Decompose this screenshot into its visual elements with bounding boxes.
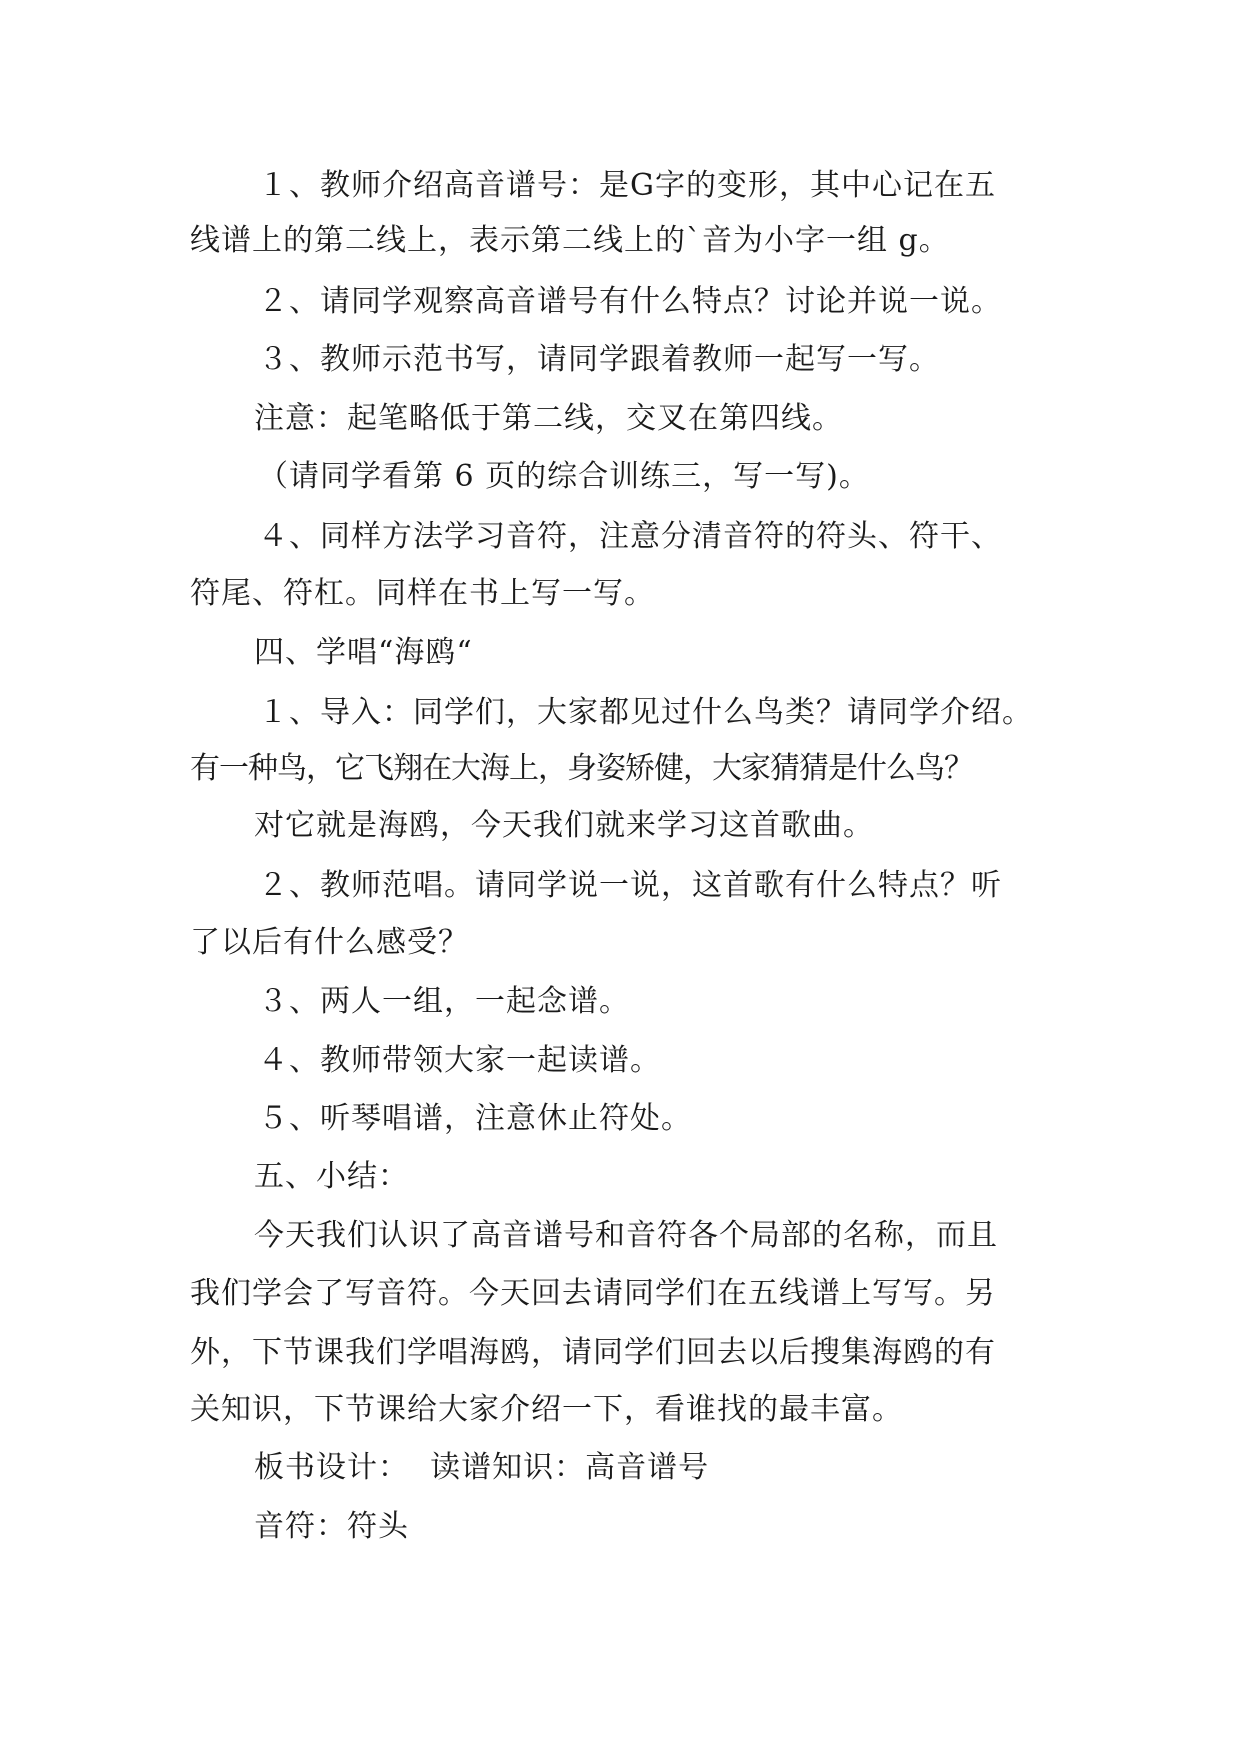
text-line-15: ３、两人一组，一起念谱。 — [258, 984, 630, 1019]
text-line-4: ３、教师示范书写，请同学跟着教师一起写一写。 — [258, 342, 940, 377]
text-line-19: 今天我们认识了高音谱号和音符各个局部的名称，而且 — [254, 1218, 998, 1253]
text-line-10: １、导入：同学们，大家都见过什么鸟类？请同学介绍。 — [258, 695, 1033, 730]
text-line-5: 注意：起笔略低于第二线，交叉在第四线。 — [254, 401, 843, 436]
text-line-18: 五、小结： — [254, 1159, 409, 1194]
text-line-11: 有一种鸟，它飞翔在大海上，身姿矫健，大家猜猜是什么鸟？ — [190, 751, 973, 786]
text-line-1: １、教师介绍高音谱号：是G字的变形，其中心记在五 — [258, 168, 996, 203]
text-line-7: ４、同样方法学习音符，注意分清音符的符头、符干、 — [258, 519, 1002, 554]
text-line-6: （请同学看第 6 页的综合训练三，写一写)。 — [258, 459, 870, 494]
text-line-22: 关知识，下节课给大家介绍一下，看谁找的最丰富。 — [190, 1392, 903, 1427]
text-line-16: ４、教师带领大家一起读谱。 — [258, 1043, 661, 1078]
text-line-24: 音符：符头 — [254, 1509, 409, 1544]
text-line-23: 板书设计： 读谱知识：高音谱号 — [254, 1450, 710, 1485]
text-line-21: 外，下节课我们学唱海鸥，请同学们回去以后搜集海鸥的有 — [190, 1335, 996, 1370]
text-line-13: ２、教师范唱。请同学说一说，这首歌有什么特点？听 — [258, 868, 1002, 903]
text-line-8: 符尾、符杠。同样在书上写一写。 — [190, 576, 655, 611]
text-line-3: ２、请同学观察高音谱号有什么特点？讨论并说一说。 — [258, 284, 1002, 319]
text-line-14: 了以后有什么感受？ — [190, 925, 469, 960]
text-line-2: 线谱上的第二线上，表示第二线上的`音为小字一组 g。 — [190, 223, 950, 258]
text-line-20: 我们学会了写音符。今天回去请同学们在五线谱上写写。另 — [190, 1276, 996, 1311]
text-line-9: 四、学唱“海鸥“ — [254, 635, 473, 670]
text-line-12: 对它就是海鸥，今天我们就来学习这首歌曲。 — [254, 808, 874, 843]
text-line-17: ５、听琴唱谱，注意休止符处。 — [258, 1101, 692, 1136]
